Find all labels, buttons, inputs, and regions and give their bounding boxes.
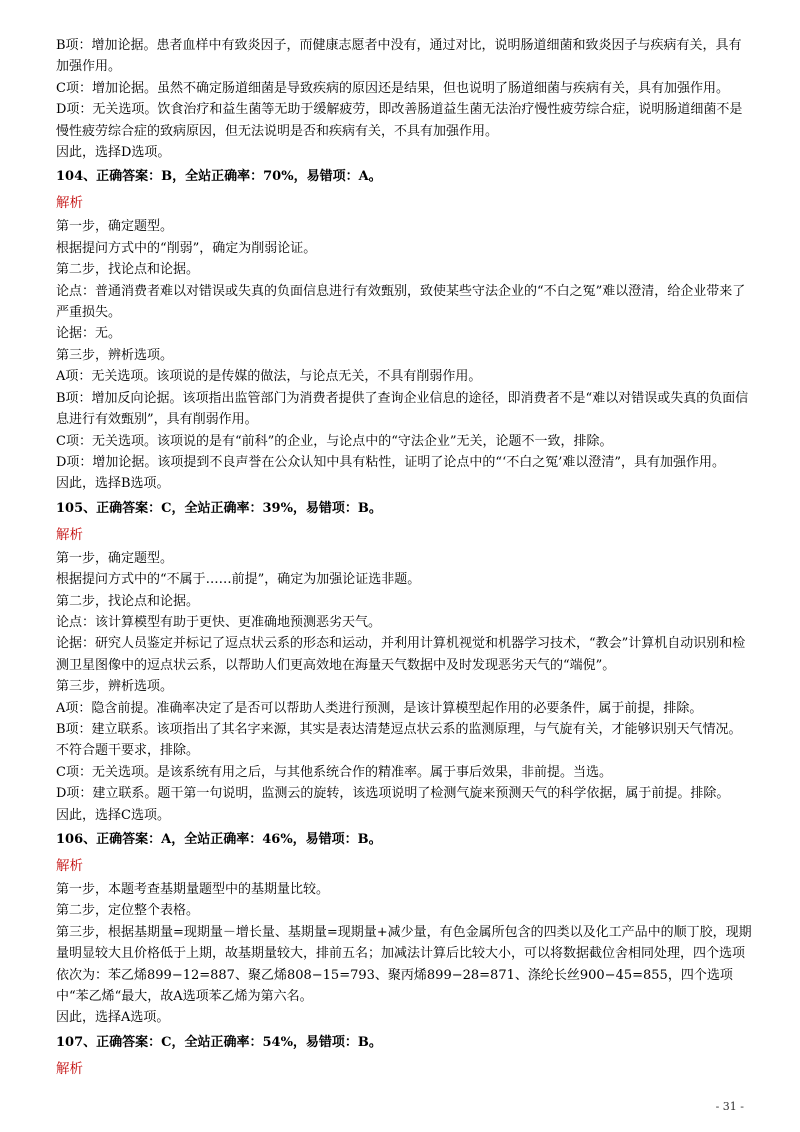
paragraph: C项：增加论据。虽然不确定肠道细菌是导致疾病的原因还是结果，但也说明了肠道细菌与疾病有关，具有加强作用。 bbox=[56, 80, 729, 96]
analysis-label: 解析 bbox=[56, 195, 83, 212]
paragraph: 第二步，找论点和论据。 bbox=[56, 262, 200, 278]
paragraph: D项：无关选项。饮食治疗和益生菌等无助于缓解疲劳，即改善肠道益生菌无法治疗慢性疲劳综合症，说明肠道细菌不是慢性疲劳综合症的致病原因，但无法说明是否和疾病有关，不具有加强作用。 bbox=[56, 102, 743, 139]
paragraph: 论点：普通消费者难以对错误或失真的负面信息进行有效甄别，致使某些守法企业的“不白之冤”难以澄清，给企业带来了严重损失。 bbox=[56, 283, 746, 321]
paragraph: 第三步，根据基期量=现期量－增长量、基期量=现期量+减少量，有色金属所包含的四类以及化工产品中的顺丁胶，现期量明显较大且价格低于上期，故基期量较大，排前五名；加减法计算后比较大小，可以将数据截位舍相同处理，四个选项依次为：苯乙烯899−12=887、聚乙烯808−15=793、聚丙烯899−28=871、涤纶长丝900−45=855，四个选项中“苯乙烯“最大，故A选项苯乙烯为第六名。 bbox=[56, 924, 752, 1005]
paragraph: 根据提问方式中的“不属于……前提”，确定为加强论证选非题。 bbox=[56, 572, 421, 588]
answer-heading: 107、正确答案：C，全站正确率：54%，易错项：B。 bbox=[56, 1034, 382, 1050]
page-number: - 31 - bbox=[715, 1100, 744, 1113]
paragraph: 第二步，找论点和论据。 bbox=[56, 593, 200, 609]
paragraph: 因此，选择D选项。 bbox=[56, 145, 171, 161]
paragraph: A项：隐含前提。准确率决定了是否可以帮助人类进行预测，是该计算模型起作用的必要条件，属于前提，排除。 bbox=[56, 700, 703, 716]
paragraph: 论据：无。 bbox=[56, 326, 122, 342]
paragraph: C项：无关选项。是该系统有用之后，与其他系统合作的精准率。属于事后效果，非前提。当选。 bbox=[56, 764, 612, 780]
analysis-label: 解析 bbox=[56, 526, 83, 543]
paragraph: 第三步，辨析选项。 bbox=[56, 679, 174, 695]
answer-heading: 105、正确答案：C，全站正确率：39%，易错项：B。 bbox=[56, 500, 382, 516]
paragraph: B项：增加论据。患者血样中有致炎因子，而健康志愿者中没有，通过对比，说明肠道细菌和致炎因子与疾病有关，具有加强作用。 bbox=[56, 38, 742, 75]
answer-heading: 104、正确答案：B，全站正确率：70%，易错项：A。 bbox=[56, 169, 382, 185]
paragraph: 第一步，确定题型。 bbox=[56, 550, 174, 566]
paragraph: 论点：该计算模型有助于更快、更准确地预测恶劣天气。 bbox=[56, 614, 382, 630]
paragraph: D项：建立联系。题干第一句说明，监测云的旋转，该选项说明了检测气旋来预测天气的科学依据，属于前提。排除。 bbox=[56, 786, 730, 802]
answer-heading: 106、正确答案：A，全站正确率：46%，易错项：B。 bbox=[56, 832, 382, 847]
paragraph: B项：增加反向论据。该项指出监管部门为消费者提供了查询企业信息的途径，即消费者不是“难以对错误或失真的负面信息进行有效甄别”，具有削弱作用。 bbox=[56, 390, 749, 428]
paragraph: 论据：研究人员鉴定并标记了逗点状云系的形态和运动，并利用计算机视觉和机器学习技术，“教会”计算机自动识别和检测卫星图像中的逗点状云系，以帮助人们更高效地在海量天气数据中及时发现恶劣天气的“端倪”。 bbox=[56, 636, 746, 673]
paragraph: 第三步，辨析选项。 bbox=[56, 347, 174, 363]
paragraph: B项：建立联系。该项指出了其名字来源，其实是表达清楚逗点状云系的监测原理，与气旋有关，才能够识别天气情况。不符合题干要求，排除。 bbox=[56, 721, 742, 759]
paragraph: A项：无关选项。该项说的是传媒的做法，与论点无关，不具有削弱作用。 bbox=[56, 369, 482, 385]
paragraph: 第一步，本题考查基期量题型中的基期量比较。 bbox=[56, 882, 330, 897]
paragraph: 根据提问方式中的“削弱”，确定为削弱论证。 bbox=[56, 240, 317, 256]
analysis-label: 解析 bbox=[56, 858, 83, 874]
document-body bbox=[56, 35, 752, 1082]
paragraph: 第一步，确定题型。 bbox=[56, 219, 174, 235]
paragraph: 第二步，定位整个表格。 bbox=[56, 903, 200, 919]
paragraph: 因此，选择A选项。 bbox=[56, 1010, 170, 1026]
paragraph: 因此，选择C选项。 bbox=[56, 807, 170, 823]
analysis-label: 解析 bbox=[56, 1060, 83, 1077]
paragraph: C项：无关选项。该项说的是有“前科”的企业，与论点中的“守法企业”无关，论题不一致，排除。 bbox=[56, 433, 613, 449]
paragraph: D项：增加论据。该项提到不良声誉在公众认知中具有粘性，证明了论点中的“‘不白之冤’难以澄清”，具有加强作用。 bbox=[56, 454, 725, 470]
paragraph: 因此，选择B选项。 bbox=[56, 476, 170, 492]
